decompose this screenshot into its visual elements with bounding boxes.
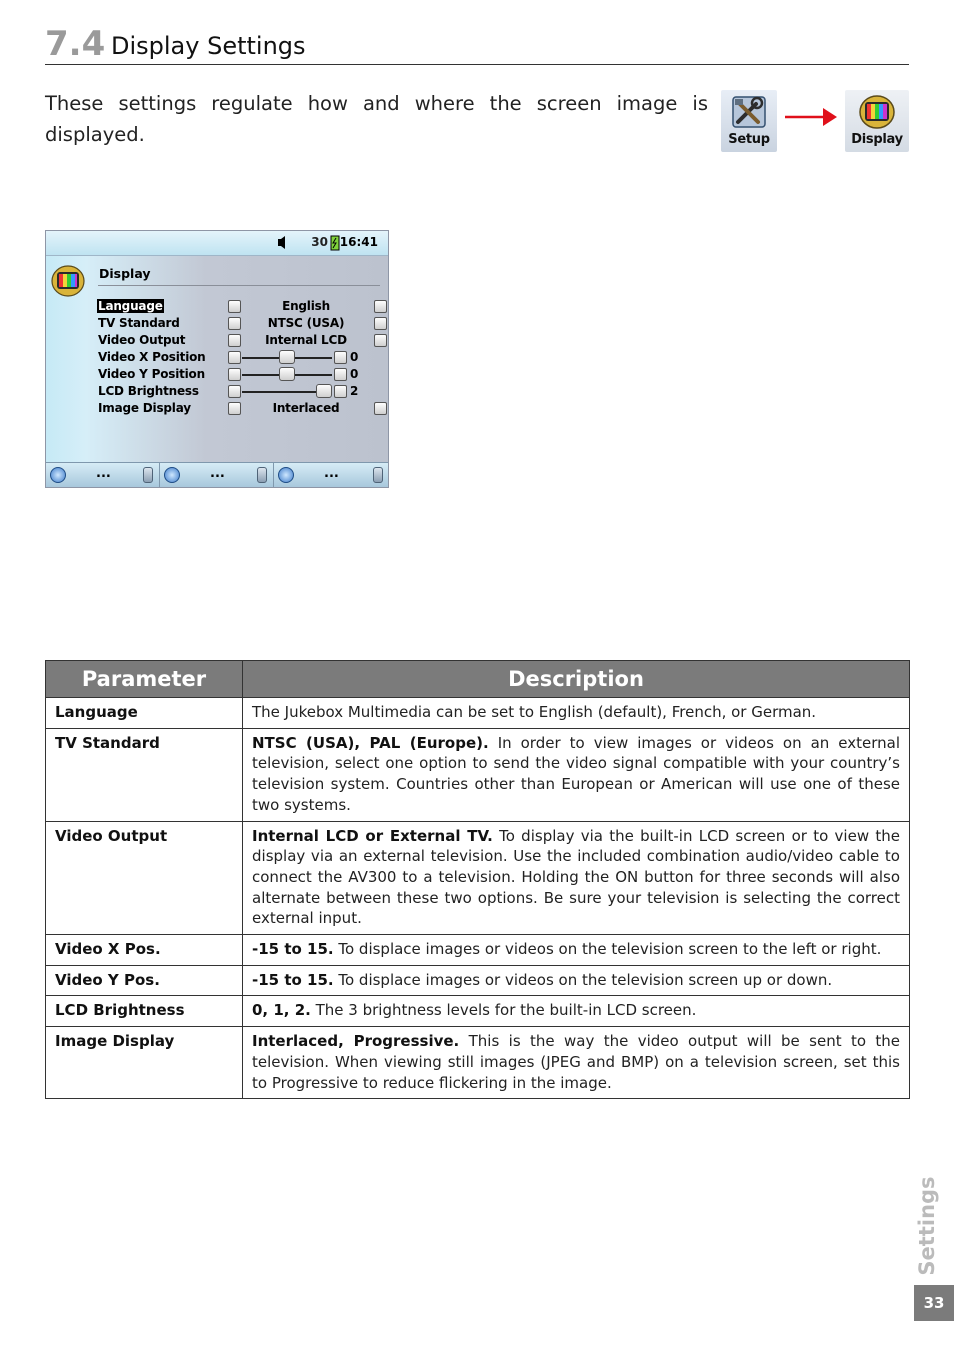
title-divider [98,285,380,286]
param-text: The 3 brightness levels for the built-in LCD screen. [310,1001,697,1020]
menu-value: NTSC (USA) [267,316,345,330]
slider-value: 0 [350,350,359,364]
arrow-right-icon[interactable] [374,300,387,313]
softkey-side-icon [373,467,383,483]
table-row [46,1027,910,1099]
param-description [243,935,910,966]
menu-row-lcd-brightness[interactable] [46,384,388,401]
menu-label: Video X Position [98,350,206,364]
softkey-label: ... [210,466,225,481]
softkey-3[interactable] [274,463,389,487]
param-text: In order to view images or videos on an external television, select one option to send the video signal compatible with your country’s television system. Countries other than European or American will use one of these two systems. [252,733,901,814]
softkey-button-icon[interactable] [164,467,180,483]
param-text: This is the way the video output will be sent to the television. When viewing still images (JPEG and BMP) on a television screen, set this to Progressive to reduce flickering in the image. [252,1032,901,1092]
table-row [46,728,910,821]
menu-row-image-display[interactable] [46,401,388,418]
slider-value: 0 [350,367,359,381]
param-bold: Interlaced, Progressive. [252,1032,460,1051]
slider-thumb[interactable] [316,384,332,398]
side-section-label [903,1178,954,1278]
param-name: Video X Pos. [46,935,243,966]
softkey-side-icon [257,467,267,483]
softkey-2[interactable] [160,463,274,487]
arrow-left-icon[interactable] [228,385,241,398]
menu-label: Video Y Position [98,367,205,381]
menu-label: Image Display [98,401,191,415]
menu-value: English [282,299,330,313]
header-parameter: Parameter [46,661,243,698]
param-text: The Jukebox Multimedia can be set to English (default), French, or German. [252,703,817,721]
table-header-row [46,661,910,698]
page-number: 33 [914,1285,954,1321]
tv-icon [857,94,897,130]
menu-label: LCD Brightness [98,384,199,398]
param-bold: Internal LCD or External TV. [252,826,493,845]
display-tv-icon [51,264,85,298]
softkey-bar [46,462,388,487]
volume-level: 30 [311,235,328,249]
menu-row-video-y-position[interactable] [46,367,388,384]
display-label: Display [851,132,903,147]
menu-label: Language [98,299,163,313]
screen-body [46,256,388,464]
menu-label: Video Output [98,333,186,347]
param-description [243,965,910,996]
menu-row-video-x-position[interactable] [46,350,388,367]
param-name: Language [46,698,243,729]
table-row [46,996,910,1027]
screen-title: Display [99,266,151,281]
clock: 16:41 [339,235,378,249]
table-row [46,935,910,966]
arrow-right-icon [785,104,837,130]
arrow-left-icon[interactable] [228,317,241,330]
arrow-left-icon[interactable] [228,334,241,347]
display-icon [845,90,909,152]
arrow-right-icon[interactable] [374,402,387,415]
param-description [243,698,910,729]
arrow-left-icon[interactable] [228,300,241,313]
param-description [243,728,910,821]
menu-label: TV Standard [98,316,180,330]
param-description [243,821,910,935]
slider-thumb[interactable] [279,350,295,364]
arrow-left-icon[interactable] [228,368,241,381]
menu-value: Interlaced [272,401,340,415]
param-name: Image Display [46,1027,243,1099]
softkey-side-icon [143,467,153,483]
param-name: Video Y Pos. [46,965,243,996]
table-row [46,965,910,996]
arrow-right-icon[interactable] [334,385,347,398]
menu-row-language[interactable] [46,299,388,316]
softkey-button-icon[interactable] [50,467,66,483]
param-bold: -15 to 15. [252,940,334,959]
section-number: 7.4 [45,24,106,64]
header-description: Description [243,661,910,698]
menu-row-tv-standard[interactable] [46,316,388,333]
param-bold: NTSC (USA), PAL (Europe). [252,733,489,752]
speaker-icon [278,236,285,249]
battery-icon [330,235,340,251]
softkey-label: ... [324,466,339,481]
arrow-right-icon[interactable] [374,334,387,347]
intro-paragraph: These settings regulate how and where the screen image is displayed. [45,92,708,146]
param-bold: 0, 1, 2. [252,1001,311,1020]
tools-icon [729,94,769,130]
status-bar [46,231,388,256]
table-row [46,698,910,729]
param-name: Video Output [46,821,243,935]
section-header [45,22,909,65]
setup-icon [721,90,777,152]
device-screen [45,230,389,488]
arrow-right-icon[interactable] [374,317,387,330]
param-text: To displace images or videos on the television screen to the left or right. [333,940,882,959]
arrow-right-icon[interactable] [334,368,347,381]
slider-thumb[interactable] [279,367,295,381]
table-row [46,821,910,935]
param-text: To display via the built-in LCD screen or to view the display via an external television. Use the included combination audio/video cable to connect the AV300 to a television. Holding the ON button for three seconds will also alternate between these two options. Be sure your television is selecting the correct external input. [252,826,900,928]
param-text: To displace images or videos on the television screen up or down. [333,970,833,989]
param-bold: -15 to 15. [252,970,334,989]
slider-value: 2 [350,384,359,398]
side-label-text: Settings [915,1176,939,1276]
param-description [243,996,910,1027]
arrow-right-icon[interactable] [334,351,347,364]
param-description [243,1027,910,1099]
menu-row-video-output[interactable] [46,333,388,350]
arrow-left-icon[interactable] [228,402,241,415]
param-name: TV Standard [46,728,243,821]
setup-label: Setup [728,132,770,147]
section-title: Display Settings [111,32,306,60]
softkey-1[interactable] [46,463,160,487]
menu-value: Internal LCD [265,333,347,347]
softkey-button-icon[interactable] [278,467,294,483]
param-name: LCD Brightness [46,996,243,1027]
arrow-left-icon[interactable] [228,351,241,364]
softkey-label: ... [96,466,111,481]
parameter-table [45,660,910,1099]
